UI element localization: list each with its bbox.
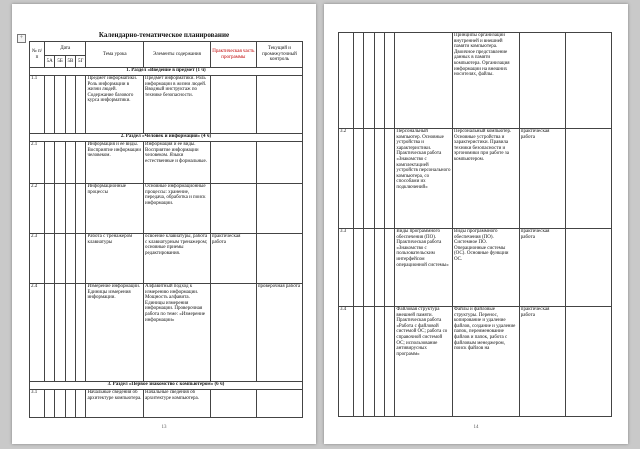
cell-control: проверочная работа [256, 284, 302, 382]
cell-num: 2.2 [30, 184, 45, 234]
cell-practice: практическая работа [519, 129, 565, 229]
table-row [339, 129, 612, 229]
cell-content: Принципы организации внутренней и внешней памяти компьютера. Двоичное представление данных в памяти компьютера. Организация информации на внешних носителях, файлы. [453, 33, 520, 129]
table-row [30, 234, 303, 284]
document-page-14 [324, 4, 628, 444]
cell-control [256, 76, 302, 134]
cell-control [565, 229, 611, 307]
section-heading: 1. Раздел «Введение в предмет (1 ч) [30, 68, 303, 76]
table-row [30, 142, 303, 184]
cell-control [256, 234, 302, 284]
header-date: Дата [44, 42, 85, 56]
table-move-handle-icon[interactable]: + [17, 34, 26, 43]
cell-topic: Измерение информации. Единицы измерения информации. [86, 284, 144, 382]
cell-num: 2.4 [30, 284, 45, 382]
cell-practice: практическая работа [519, 307, 565, 417]
header-control: Текущий и промежуточный контроль [256, 42, 302, 68]
cell-num: 3.4 [339, 307, 354, 417]
cell-num: 3.2 [339, 129, 354, 229]
cell-control [565, 33, 611, 129]
table-row [339, 229, 612, 307]
table-row [339, 33, 612, 129]
cell-num: 3.1 [30, 390, 45, 418]
cell-practice [210, 284, 256, 382]
header-date-5b: 5Б [55, 56, 65, 68]
header-date-5a: 5А [44, 56, 54, 68]
header-topic: Тема урока [86, 42, 144, 68]
table-row [30, 284, 303, 382]
cell-control [256, 390, 302, 418]
cell-topic: Виды программного обеспечения (ПО). Практическая работа «Знакомство с пользовательским интерфейсом операционной системы» [395, 229, 453, 307]
section-heading: 2. Раздел «Человек и информация» (4 ч) [30, 134, 303, 142]
cell-content: Персональный компьютер. Основные устройства и характеристики. Правила техники безопасности и эргономики при работе за компьютером. [453, 129, 520, 229]
cell-practice [210, 390, 256, 418]
table-row [30, 390, 303, 418]
cell-practice [519, 33, 565, 129]
cell-num: 3.3 [339, 229, 354, 307]
cell-control [565, 307, 611, 417]
cell-num: 1.1 [30, 76, 45, 134]
cell-topic: Работа с тренажером клавиатуры [86, 234, 144, 284]
cell-control [565, 129, 611, 229]
cell-num: 2.3 [30, 234, 45, 284]
document-page-13 [12, 4, 316, 444]
cell-topic: Файловая структура внешней памяти. Практическая работа «Работа с файловой системой ОС; работа со справочной системой ОС; использование антивирусных программ» [395, 307, 453, 417]
cell-num [339, 33, 354, 129]
header-practice: Практическая часть программы [210, 42, 256, 68]
cell-topic: Персональный компьютер. Основные устройства и характеристики. Практическая работа «Знакомство с комплектацией устройств персонального компьютера, со способами их подключений» [395, 129, 453, 229]
table-row [30, 184, 303, 234]
header-num: № п/п [30, 42, 45, 68]
cell-practice [210, 142, 256, 184]
table-row [30, 76, 303, 134]
section-heading: 3. Раздел «Первое знакомство с компьютером» (6 ч) [30, 382, 303, 390]
cell-num: 2.1 [30, 142, 45, 184]
cell-control [256, 184, 302, 234]
cell-topic: Информационные процессы [86, 184, 144, 234]
cell-practice: практическая работа [519, 229, 565, 307]
table-row [339, 307, 612, 417]
header-date-5v: 5В [65, 56, 75, 68]
cell-topic: Информация и ее виды. Восприятие информации человеком. [86, 142, 144, 184]
planning-table [29, 41, 303, 418]
cell-content: Предмет информатики. Роль информации в жизни людей. Вводный инструктаж по технике безопасности. [144, 76, 211, 134]
cell-practice [210, 184, 256, 234]
cell-content: Алфавитный подход к измерению информации. Мощность алфавита. Единицы измерения информации. Проверочная работа по теме: «Измерение информации» [144, 284, 211, 382]
cell-control [256, 142, 302, 184]
page-number: 14 [473, 425, 479, 430]
cell-topic: Предмет информатики. Роль информации в жизни людей. Содержание базового курса информатики. [86, 76, 144, 134]
cell-content: Файлы и файловые структуры. Перенос, копирование и удаление файлов, создание и удаление папок, переименование файлов и папок, работа с файловым менеджером, поиск файлов на [453, 307, 520, 417]
cell-practice [210, 76, 256, 134]
header-date-5g: 5Г [76, 56, 86, 68]
cell-content: Информация и ее виды. Восприятие информации человеком. Языки естественные и формальные. [144, 142, 211, 184]
cell-topic: Начальные сведения об архитектуре компьютера. [86, 390, 144, 418]
page-title: Календарно-тематическое планирование [98, 31, 230, 39]
cell-topic [395, 33, 453, 129]
page-number: 13 [161, 425, 167, 430]
planning-table-continued [338, 32, 612, 417]
cell-content: освоение клавиатуры, работа с клавиатурным тренажером; основные приемы редактирования. [144, 234, 211, 284]
cell-content: Основные информационные процессы: хранение, передача, обработка и поиск информации. [144, 184, 211, 234]
cell-practice: практическая работа [210, 234, 256, 284]
cell-content: Виды программного обеспечения (ПО). Системное ПО. Операционные системы (ОС). Основные функции ОС. [453, 229, 520, 307]
header-content: Элементы содержания [144, 42, 211, 68]
cell-content: Начальные сведения об архитектуре компьютера. [144, 390, 211, 418]
